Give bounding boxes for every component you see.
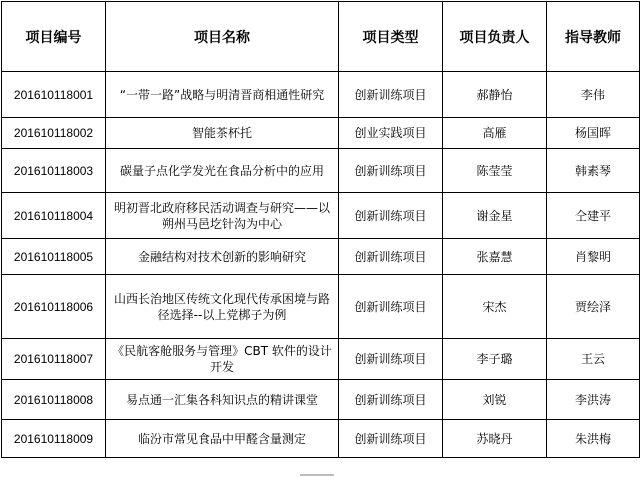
- project-id-cell: 201610118002: [2, 118, 106, 149]
- project-name-cell: 易点通一汇集各科知识点的精讲课堂: [106, 380, 339, 420]
- project-leader-cell: 宋杰: [443, 275, 547, 339]
- project-leader-cell: 李子璐: [443, 339, 547, 380]
- project-leader-cell: 刘锐: [443, 380, 547, 420]
- advisor-cell: 李伟: [547, 72, 640, 118]
- project-id-cell: 201610118004: [2, 193, 106, 239]
- project-id-cell: 201610118003: [2, 149, 106, 193]
- table-row: [2, 72, 640, 118]
- project-name-cell: 临汾市常见食品中甲醛含量测定: [106, 420, 339, 458]
- project-id-cell: 201610118006: [2, 275, 106, 339]
- project-type-cell: 创新训练项目: [339, 380, 443, 420]
- table-row: [2, 193, 640, 239]
- project-leader-cell: 张嘉慧: [443, 239, 547, 275]
- advisor-cell: 王云: [547, 339, 640, 380]
- project-leader-cell: 郝静怡: [443, 72, 547, 118]
- project-id-cell: 201610118007: [2, 339, 106, 380]
- project-table: [1, 1, 640, 458]
- header-project-type: 项目类型: [339, 2, 443, 72]
- table-row: [2, 239, 640, 275]
- header-project-id: 项目编号: [2, 2, 106, 72]
- project-leader-cell: 苏晓丹: [443, 420, 547, 458]
- project-name-cell: 金融结构对技术创新的影响研究: [106, 239, 339, 275]
- project-leader-cell: 谢金星: [443, 193, 547, 239]
- table-row: [2, 118, 640, 149]
- project-name-cell: 智能茶杯托: [106, 118, 339, 149]
- header-project-leader: 项目负责人: [443, 2, 547, 72]
- advisor-cell: 杨国晖: [547, 118, 640, 149]
- project-name-cell: 《民航客舱服务与管理》CBT 软件的设计开发: [106, 339, 339, 380]
- table-row: [2, 380, 640, 420]
- project-leader-cell: 陈莹莹: [443, 149, 547, 193]
- project-leader-cell: 高雁: [443, 118, 547, 149]
- page-divider: [300, 474, 334, 476]
- advisor-cell: 韩素琴: [547, 149, 640, 193]
- header-advisor: 指导教师: [547, 2, 640, 72]
- table-row: [2, 149, 640, 193]
- project-type-cell: 创新训练项目: [339, 193, 443, 239]
- advisor-cell: 仝建平: [547, 193, 640, 239]
- header-row: [2, 2, 640, 72]
- project-type-cell: 创新训练项目: [339, 239, 443, 275]
- project-type-cell: 创新训练项目: [339, 420, 443, 458]
- project-id-cell: 201610118005: [2, 239, 106, 275]
- project-id-cell: 201610118008: [2, 380, 106, 420]
- project-id-cell: 201610118001: [2, 72, 106, 118]
- table-row: [2, 420, 640, 458]
- project-name-cell: 碳量子点化学发光在食品分析中的应用: [106, 149, 339, 193]
- project-type-cell: 创业实践项目: [339, 118, 443, 149]
- advisor-cell: 李洪涛: [547, 380, 640, 420]
- project-id-cell: 201610118009: [2, 420, 106, 458]
- advisor-cell: 肖黎明: [547, 239, 640, 275]
- table-row: [2, 339, 640, 380]
- project-name-cell: 山西长治地区传统文化现代传承困境与路径选择--以上党梆子为例: [106, 275, 339, 339]
- project-name-cell: 明初晋北政府移民活动调查与研究——以朔州马邑圪针沟为中心: [106, 193, 339, 239]
- header-project-name: 项目名称: [106, 2, 339, 72]
- project-type-cell: 创新训练项目: [339, 149, 443, 193]
- advisor-cell: 贾绘泽: [547, 275, 640, 339]
- advisor-cell: 朱洪梅: [547, 420, 640, 458]
- project-type-cell: 创新训练项目: [339, 275, 443, 339]
- project-name-cell: “一带一路”战略与明清晋商相通性研究: [106, 72, 339, 118]
- project-type-cell: 创新训练项目: [339, 72, 443, 118]
- table-row: [2, 275, 640, 339]
- project-type-cell: 创新训练项目: [339, 339, 443, 380]
